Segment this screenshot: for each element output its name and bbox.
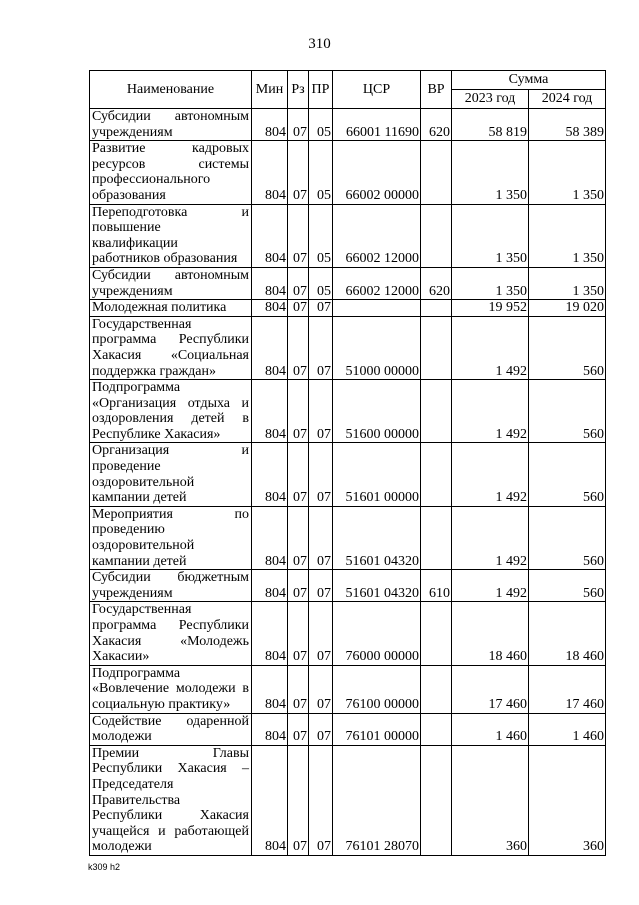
row-vr: 620 xyxy=(421,109,452,141)
row-csr: 51601 04320 xyxy=(333,506,421,569)
row-sum-2023: 19 952 xyxy=(452,300,529,317)
row-pr: 07 xyxy=(309,443,333,506)
row-min: 804 xyxy=(252,570,288,602)
row-csr: 66001 11690 xyxy=(333,109,421,141)
table-row xyxy=(90,443,606,506)
row-rz: 07 xyxy=(288,141,309,204)
row-sum-2024: 560 xyxy=(529,506,606,569)
row-min: 804 xyxy=(252,506,288,569)
row-csr: 76101 00000 xyxy=(333,713,421,745)
row-pr: 07 xyxy=(309,506,333,569)
row-sum-2024: 1 350 xyxy=(529,141,606,204)
row-min: 804 xyxy=(252,665,288,713)
row-sum-2023: 58 819 xyxy=(452,109,529,141)
table-row xyxy=(90,141,606,204)
table-row xyxy=(90,602,606,665)
row-rz: 07 xyxy=(288,267,309,299)
row-csr: 51600 00000 xyxy=(333,380,421,443)
row-name: Содействие одаренной молодежи xyxy=(90,713,252,745)
row-sum-2024: 560 xyxy=(529,443,606,506)
row-vr xyxy=(421,141,452,204)
row-sum-2023: 360 xyxy=(452,745,529,855)
row-sum-2024: 560 xyxy=(529,316,606,379)
table-row xyxy=(90,570,606,602)
row-csr: 51000 00000 xyxy=(333,316,421,379)
row-rz: 07 xyxy=(288,443,309,506)
row-csr: 76101 28070 xyxy=(333,745,421,855)
header-name: Наименование xyxy=(90,71,252,109)
row-min: 804 xyxy=(252,745,288,855)
row-rz: 07 xyxy=(288,602,309,665)
header-vr: ВР xyxy=(421,71,452,109)
row-vr xyxy=(421,745,452,855)
row-sum-2023: 1 492 xyxy=(452,316,529,379)
header-csr: ЦСР xyxy=(333,71,421,109)
footer-code: k309 h2 xyxy=(88,862,121,872)
header-min: Мин xyxy=(252,71,288,109)
row-vr xyxy=(421,300,452,317)
table-body xyxy=(90,109,606,856)
row-sum-2023: 1 350 xyxy=(452,204,529,267)
row-sum-2024: 560 xyxy=(529,570,606,602)
row-sum-2024: 18 460 xyxy=(529,602,606,665)
row-vr xyxy=(421,316,452,379)
table-row xyxy=(90,506,606,569)
row-csr: 66002 12000 xyxy=(333,204,421,267)
row-csr: 76000 00000 xyxy=(333,602,421,665)
row-min: 804 xyxy=(252,443,288,506)
table-row xyxy=(90,109,606,141)
row-pr: 05 xyxy=(309,141,333,204)
header-year-2023: 2023 год xyxy=(452,90,529,109)
row-rz: 07 xyxy=(288,316,309,379)
header-rz: Рз xyxy=(288,71,309,109)
table-row xyxy=(90,665,606,713)
row-pr: 07 xyxy=(309,602,333,665)
row-name: Молодежная политика xyxy=(90,300,252,317)
row-csr xyxy=(333,300,421,317)
row-min: 804 xyxy=(252,602,288,665)
row-pr: 07 xyxy=(309,380,333,443)
row-vr xyxy=(421,506,452,569)
row-sum-2023: 1 492 xyxy=(452,570,529,602)
row-rz: 07 xyxy=(288,713,309,745)
row-pr: 07 xyxy=(309,665,333,713)
row-sum-2024: 19 020 xyxy=(529,300,606,317)
row-pr: 07 xyxy=(309,745,333,855)
row-sum-2024: 58 389 xyxy=(529,109,606,141)
row-min: 804 xyxy=(252,267,288,299)
row-vr xyxy=(421,380,452,443)
row-sum-2023: 18 460 xyxy=(452,602,529,665)
row-vr xyxy=(421,443,452,506)
row-rz: 07 xyxy=(288,380,309,443)
row-name: Государственная программа Республики Хакасия «Социальная поддержка граждан» xyxy=(90,316,252,379)
table-row xyxy=(90,380,606,443)
row-sum-2023: 1 460 xyxy=(452,713,529,745)
row-sum-2023: 1 492 xyxy=(452,443,529,506)
row-rz: 07 xyxy=(288,300,309,317)
row-sum-2024: 560 xyxy=(529,380,606,443)
row-name: Субсидии автономным учреждениям xyxy=(90,109,252,141)
row-sum-2023: 1 350 xyxy=(452,141,529,204)
row-csr: 51601 00000 xyxy=(333,443,421,506)
row-min: 804 xyxy=(252,380,288,443)
row-name: Организация и проведение оздоровительной кампании детей xyxy=(90,443,252,506)
row-vr xyxy=(421,713,452,745)
row-min: 804 xyxy=(252,204,288,267)
row-pr: 07 xyxy=(309,316,333,379)
row-name: Субсидии автономным учреждениям xyxy=(90,267,252,299)
row-min: 804 xyxy=(252,141,288,204)
row-min: 804 xyxy=(252,109,288,141)
row-sum-2023: 1 492 xyxy=(452,380,529,443)
table-row xyxy=(90,745,606,855)
row-vr xyxy=(421,602,452,665)
row-csr: 66002 00000 xyxy=(333,141,421,204)
header-sum: Сумма xyxy=(452,71,606,90)
header-pr: ПР xyxy=(309,71,333,109)
row-vr: 610 xyxy=(421,570,452,602)
row-csr: 51601 04320 xyxy=(333,570,421,602)
table-row xyxy=(90,713,606,745)
row-rz: 07 xyxy=(288,506,309,569)
row-vr: 620 xyxy=(421,267,452,299)
row-sum-2023: 1 492 xyxy=(452,506,529,569)
row-csr: 76100 00000 xyxy=(333,665,421,713)
row-name: Переподготовка и повышение квалификации работников образования xyxy=(90,204,252,267)
table-row xyxy=(90,204,606,267)
header-year-2024: 2024 год xyxy=(529,90,606,109)
row-vr xyxy=(421,665,452,713)
row-name: Развитие кадровых ресурсов системы профессионального образования xyxy=(90,141,252,204)
row-min: 804 xyxy=(252,316,288,379)
row-min: 804 xyxy=(252,300,288,317)
row-pr: 07 xyxy=(309,713,333,745)
table-row xyxy=(90,300,606,317)
row-rz: 07 xyxy=(288,745,309,855)
row-csr: 66002 12000 xyxy=(333,267,421,299)
row-name: Премии Главы Республики Хакасия – Председателя Правительства Республики Хакасия учащейся и работающей молодежи xyxy=(90,745,252,855)
row-pr: 07 xyxy=(309,570,333,602)
row-rz: 07 xyxy=(288,665,309,713)
row-name: Подпрограмма «Организация отдыха и оздоровления детей в Республике Хакасия» xyxy=(90,380,252,443)
row-name: Подпрограмма «Вовлечение молодежи в социальную практику» xyxy=(90,665,252,713)
row-sum-2024: 1 460 xyxy=(529,713,606,745)
row-sum-2024: 17 460 xyxy=(529,665,606,713)
table-row xyxy=(90,267,606,299)
row-name: Мероприятия по проведению оздоровительной кампании детей xyxy=(90,506,252,569)
table-row xyxy=(90,316,606,379)
row-rz: 07 xyxy=(288,570,309,602)
row-min: 804 xyxy=(252,713,288,745)
row-sum-2023: 1 350 xyxy=(452,267,529,299)
row-pr: 05 xyxy=(309,267,333,299)
row-sum-2024: 1 350 xyxy=(529,204,606,267)
row-sum-2024: 1 350 xyxy=(529,267,606,299)
row-pr: 05 xyxy=(309,204,333,267)
row-rz: 07 xyxy=(288,204,309,267)
page-number: 310 xyxy=(308,36,331,52)
row-pr: 07 xyxy=(309,300,333,317)
budget-table xyxy=(89,70,606,856)
row-sum-2023: 17 460 xyxy=(452,665,529,713)
row-name: Государственная программа Республики Хакасия «Молодежь Хакасии» xyxy=(90,602,252,665)
row-rz: 07 xyxy=(288,109,309,141)
row-vr xyxy=(421,204,452,267)
row-name: Субсидии бюджетным учреждениям xyxy=(90,570,252,602)
row-pr: 05 xyxy=(309,109,333,141)
row-sum-2024: 360 xyxy=(529,745,606,855)
